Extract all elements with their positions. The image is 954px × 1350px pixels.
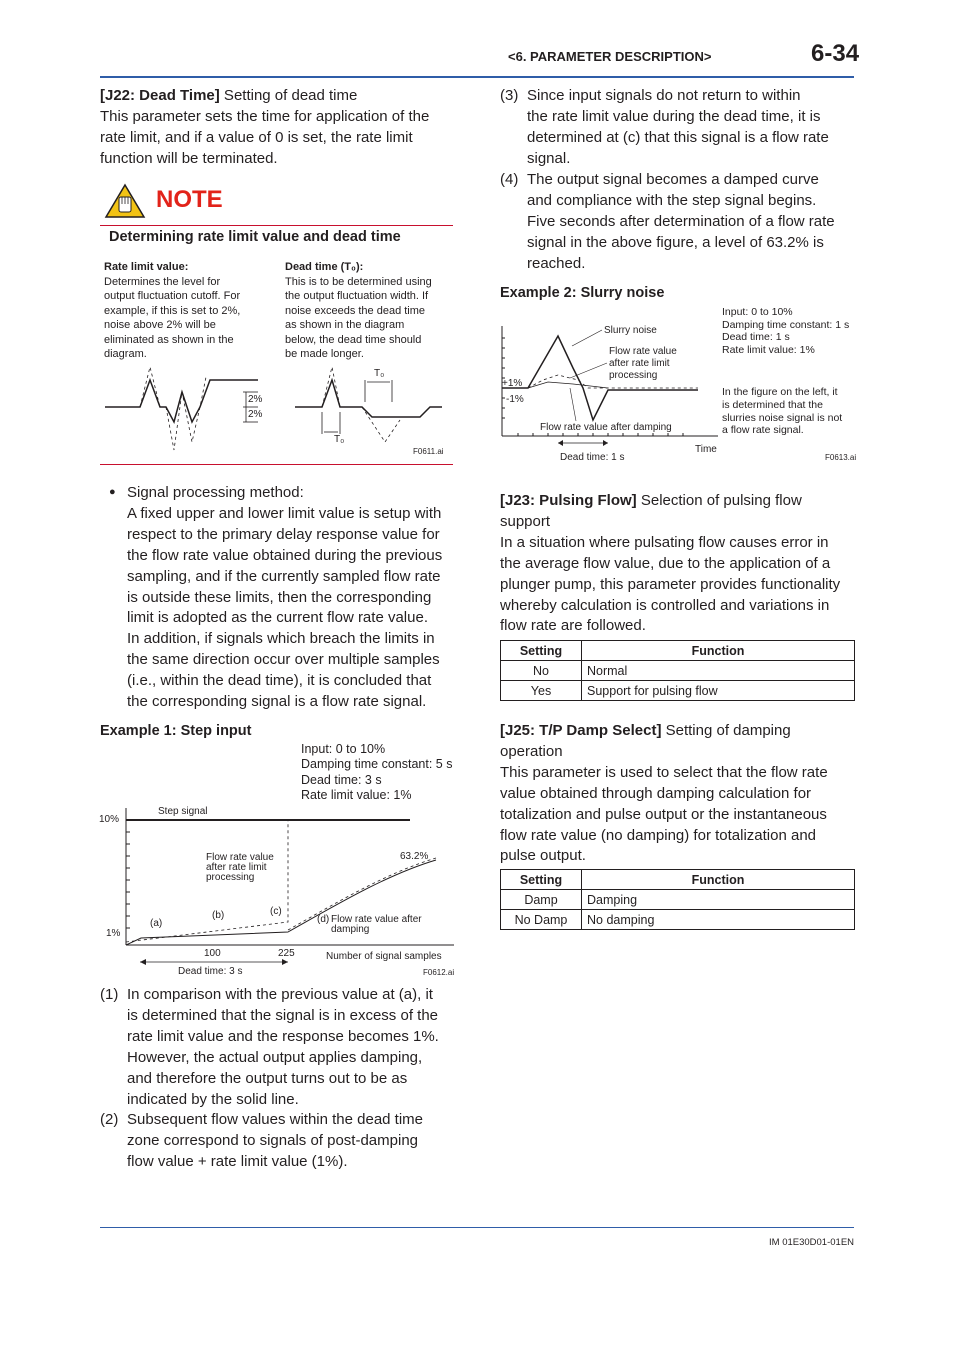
j22-line: This parameter sets the time for application of the xyxy=(100,107,430,125)
j23-title-rest: Selection of pulsing flow xyxy=(636,492,802,509)
list-line: indicated by the solid line. xyxy=(127,1090,299,1108)
rate-line: noise above 2% will be xyxy=(104,319,216,331)
j23-title: [J23: Pulsing Flow] xyxy=(500,492,637,509)
signal-processing-text xyxy=(127,483,467,713)
j25-table xyxy=(500,869,855,930)
ex1-rate-label: processing xyxy=(206,872,255,883)
doc-id: IM 01E30D01-01EN xyxy=(769,1237,855,1248)
signal-line: respect to the primary delay response value for xyxy=(127,525,440,543)
j22-line: rate limit, and if a value of 0 is set, the rate limit xyxy=(100,128,413,146)
table-cell: No xyxy=(501,661,582,681)
table-cell: Normal xyxy=(582,661,855,681)
list-line: Since input signals do not return to within xyxy=(527,87,801,104)
pct-63-label: 63.2% xyxy=(400,851,429,862)
j23-line: In a situation where pulsating flow causes error in xyxy=(500,533,829,551)
table-row xyxy=(501,910,855,930)
list-line: rate limit value and the response becomes 1%. xyxy=(127,1027,439,1045)
fig-id: F0611.ai xyxy=(413,447,444,456)
minus-1-label: -1% xyxy=(506,394,524,405)
signal-line: limit is adopted as the current flow rate value. xyxy=(127,609,428,627)
x-100-label: 100 xyxy=(204,948,221,959)
signal-line: In addition, if signals which breach the limits in xyxy=(127,630,435,648)
list-line: However, the actual output applies damping, xyxy=(127,1048,423,1066)
signal-line: is outside these limits, then the corresponding xyxy=(127,588,432,606)
table-cell: No Damp xyxy=(501,910,582,930)
j22-line: function will be terminated. xyxy=(100,149,278,167)
footer-rule xyxy=(100,1227,854,1228)
list-num: (3) xyxy=(500,87,519,104)
table-header: Setting xyxy=(501,641,582,661)
signal-line: sampling, and if the currently sampled flow rate xyxy=(127,567,441,585)
dead-line: This is to be determined using xyxy=(285,275,432,288)
j25-title-rest: Setting of damping xyxy=(661,722,791,739)
table-header: Function xyxy=(582,641,855,661)
t0-bottom-label: T₀ xyxy=(334,434,345,445)
list-item-1 xyxy=(127,985,467,1110)
example1-params xyxy=(301,742,452,803)
dead-line: as shown in the diagram xyxy=(285,319,405,331)
list-line: zone correspond to signals of post-damping xyxy=(127,1131,419,1149)
ex2-param: Input: 0 to 10% xyxy=(722,306,793,318)
table-row xyxy=(501,890,855,910)
page-number: 6-34 xyxy=(811,40,860,67)
ex1-damp-label: damping xyxy=(331,924,370,935)
ex2-note-line: slurries noise signal is not xyxy=(722,411,843,424)
mark-a: (a) xyxy=(150,918,163,929)
ex1-dead-time: Dead time: 3 s xyxy=(178,966,243,977)
slurry-label: Slurry noise xyxy=(604,325,657,336)
rate-line: diagram. xyxy=(104,348,147,360)
j23-line: whereby calculation is controlled and variations in xyxy=(500,596,830,614)
note-heading: Determining rate limit value and dead time xyxy=(109,229,401,245)
ex2-param: Dead time: 1 s xyxy=(722,331,790,344)
ex2-fig-id: F0613.ai xyxy=(825,453,857,462)
list-line: Subsequent flow values within the dead time xyxy=(127,1111,424,1128)
j25-section xyxy=(500,721,860,867)
dead-line: be made longer. xyxy=(285,348,364,360)
rate-limit-title: Rate limit value: xyxy=(104,261,189,273)
j23-line: the average flow value, due to the application of a xyxy=(500,554,831,572)
ex2-rate-label: processing xyxy=(609,370,658,381)
j25-line: This parameter is used to select that the flow rate xyxy=(500,763,828,781)
list-line: In comparison with the previous value at (a), it xyxy=(127,986,433,1003)
rate-line: eliminated as shown in the xyxy=(104,333,234,346)
j25-line: totalization and pulse output or the instantaneous xyxy=(500,805,827,823)
plus-1-label: +1% xyxy=(502,378,523,389)
note-figure xyxy=(100,362,455,462)
signal-line: the flow rate value obtained during the previous xyxy=(127,546,443,564)
ex1-param: Rate limit value: 1% xyxy=(301,787,412,802)
dead-line: the output fluctuation width. If xyxy=(285,290,429,302)
caution-hand-icon xyxy=(104,183,146,224)
j22-section xyxy=(100,86,460,170)
table-cell: Damping xyxy=(582,890,855,910)
table-cell: Damp xyxy=(501,890,582,910)
list-item-2 xyxy=(127,1110,467,1173)
pct-lower: 2% xyxy=(248,409,263,420)
list-line: flow value + rate limit value (1%). xyxy=(127,1152,348,1170)
rate-line: Determines the level for xyxy=(104,275,221,288)
dead-line: below, the dead time should xyxy=(285,333,422,346)
ex1-rate-label: after rate limit xyxy=(206,862,267,873)
j23-section xyxy=(500,491,860,637)
step-signal-label: Step signal xyxy=(158,806,208,817)
ex2-param: Rate limit value: 1% xyxy=(722,343,815,356)
list-num: (1) xyxy=(100,986,119,1003)
j22-title: [J22: Dead Time] xyxy=(100,87,220,104)
note-label: NOTE xyxy=(156,186,223,213)
table-header: Setting xyxy=(501,870,582,890)
rate-limit-desc xyxy=(104,260,274,362)
ex2-note-line: is determined that the xyxy=(722,398,823,411)
ex1-param: Damping time constant: 5 s xyxy=(301,757,453,772)
rate-line: example, if this is set to 2%, xyxy=(104,304,241,317)
section-title: <6. PARAMETER DESCRIPTION> xyxy=(508,49,712,64)
signal-line: the same direction occur over multiple samples xyxy=(127,651,440,669)
j25-line: pulse output. xyxy=(500,847,586,865)
list-line: is determined that the signal is in excess of the xyxy=(127,1006,439,1024)
header-rule xyxy=(100,76,854,78)
mark-c: (c) xyxy=(270,906,282,917)
example1-title: Example 1: Step input xyxy=(100,723,252,739)
list-line: signal in the above figure, a level of 63.2% is xyxy=(527,233,824,251)
example2-figure xyxy=(498,318,860,466)
example1-figure xyxy=(96,800,458,980)
signal-line: the corresponding signal is a flow rate signal. xyxy=(127,693,427,711)
table-header: Function xyxy=(582,870,855,890)
j25-line: operation xyxy=(500,742,563,760)
list-item-3 xyxy=(527,86,857,170)
ex2-note-line: In the figure on the left, it xyxy=(722,386,838,398)
bullet-icon: ● xyxy=(109,486,116,498)
dead-time-desc xyxy=(285,260,455,362)
ex2-rate-label: Flow rate value xyxy=(609,346,677,357)
example2-title: Example 2: Slurry noise xyxy=(500,285,665,301)
j23-line: support xyxy=(500,512,551,530)
list-item-4 xyxy=(527,170,857,275)
note-rule-top xyxy=(100,225,453,226)
table-row xyxy=(501,681,855,701)
y-bottom-label: 1% xyxy=(106,928,121,939)
ex1-fig-id: F0612.ai xyxy=(423,968,455,977)
ex2-dead-time: Dead time: 1 s xyxy=(560,452,625,463)
x-axis-label: Number of signal samples xyxy=(326,951,442,962)
j22-title-rest: Setting of dead time xyxy=(219,87,358,104)
list-num: (4) xyxy=(500,171,519,188)
table-cell: Support for pulsing flow xyxy=(582,681,855,701)
ex2-param: Damping time constant: 1 s xyxy=(722,318,850,331)
signal-line: Signal processing method: xyxy=(127,484,304,501)
y-top-label: 10% xyxy=(99,814,120,825)
list-line: The output signal becomes a damped curve xyxy=(527,171,819,188)
list-line: Five seconds after determination of a flow rate xyxy=(527,212,835,230)
ex1-param: Dead time: 3 s xyxy=(301,772,382,787)
ex1-param: Input: 0 to 10% xyxy=(301,742,386,756)
mark-b: (b) xyxy=(212,910,225,921)
table-cell: Yes xyxy=(501,681,582,701)
list-line: and therefore the output turns out to be as xyxy=(127,1069,408,1087)
table-row xyxy=(501,661,855,681)
ex2-note-line: a flow rate signal. xyxy=(722,424,804,437)
signal-line: (i.e., within the dead time), it is concluded that xyxy=(127,672,432,690)
dead-time-title: Dead time (T₀): xyxy=(285,261,364,273)
j25-title: [J25: T/P Damp Select] xyxy=(500,722,662,739)
list-line: determined at (c) that this signal is a flow rate xyxy=(527,128,829,146)
mark-d: (d) xyxy=(317,914,330,925)
t0-top-label: T₀ xyxy=(374,368,385,379)
ex1-rate-label: Flow rate value xyxy=(206,852,274,863)
list-line: the rate limit value during the dead time, it is xyxy=(527,107,821,125)
note-rule-bottom xyxy=(100,464,453,465)
ex1-damp-label: Flow rate value after xyxy=(331,914,422,925)
signal-line: A fixed upper and lower limit value is setup with xyxy=(127,504,442,522)
x-225-label: 225 xyxy=(278,948,295,959)
j23-table xyxy=(500,640,855,701)
rate-line: output fluctuation cutoff. For xyxy=(104,290,241,302)
j23-line: plunger pump, this parameter provides functionality xyxy=(500,575,841,593)
table-cell: No damping xyxy=(582,910,855,930)
list-line: reached. xyxy=(527,254,586,272)
list-line: and compliance with the step signal begins. xyxy=(527,191,817,209)
list-line: signal. xyxy=(527,149,571,167)
j25-line: flow rate value (no damping) for totalization and xyxy=(500,826,817,844)
pct-upper: 2% xyxy=(248,394,263,405)
j23-line: flow rate are followed. xyxy=(500,617,646,635)
ex2-damp-label: Flow rate value after damping xyxy=(540,422,672,433)
list-num: (2) xyxy=(100,1111,119,1128)
ex2-rate-label: after rate limit xyxy=(609,358,670,369)
dead-line: noise exceeds the dead time xyxy=(285,304,426,317)
j25-line: value obtained through damping calculation for xyxy=(500,784,812,802)
time-label: Time xyxy=(695,444,717,455)
